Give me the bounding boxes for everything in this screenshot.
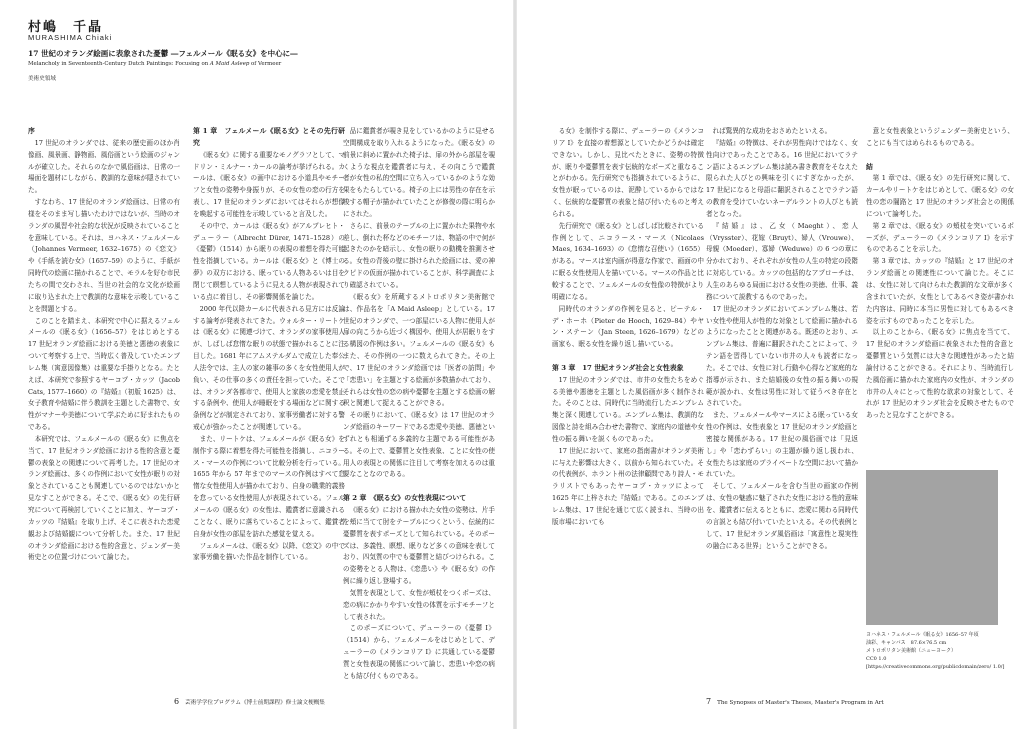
body-paragraph: また、フェルメールやマースによる眠っている女性の作例は、女性表象と 17 世紀のオランダ絵画と密接な関係がある。17 世紀の風俗画では「見返し」や「恋わずらい」の主題が繰り返し扱われ、女性たちは家庭のプライベートな空間において描かれていた。	[706, 411, 858, 479]
body-paragraph: その中で、カールは《眠る女》がアルブレヒト・デューラー（Albrecht Dürer, 1471–1528）の《憂鬱》（1514）から眠りの表現の着想を得た可能性を指摘している。カールは《眠る女》と《博士の夢》の双方における、眠っている人物あるいは目を閉じて瞑想しているように見える人物が表現されている点に着目し、その影響関係を論じた。	[193, 221, 345, 301]
body-paragraph: 第 3 章では、カッツの『結婚』と 17 世紀のオランダ絵画との関連性について論じた。そこには、女性に対して向けられた教訓的な文章が多く含まれていたが、女性としてあるべき姿が書かれた内容は、同時に本当に男性に対してもあるべき姿を示すものであったことを示した。	[866, 257, 1014, 325]
body-paragraph: 『結婚』の特徴は、それが男性向けではなく、女性向けであったことである。16 世紀においてラテン語によるエンブレム集は読み書き教育をそなえた限られた人びとの興味を引くにすぎなかったが、17 世紀になると母語に翻訳されることでラテン語の教育を受けていないネーデルラントの人びとも読者となった。	[706, 138, 858, 218]
body-paragraph: 品に鑑賞者が覗き見をしているかのように見せる空間構成を取り入れるようになった。《眠る女》の前景に斜めに置かれた椅子は、扉の外から部屋を覗くような視点を鑑賞者に与え、その向こうで鑑賞者が女性の私的空間に立ち入っているかのような効果をもたらしている。椅子の上には男性の存在を示唆する帽子が描かれていたことが修復の際に明らかにされた。	[343, 127, 495, 218]
body-paragraph: 先行研究で《眠る女》としばしば比較されている作例として、ニコラース・マース（Nicolaes Maes, 1634–1693）の《怠惰な召使い》（1655）がある。マースは室内画が得意な作家で、画面の中に眠る女性使用人を描いている。マースの作品と比較することで、フェルメールの女性像の特徴がより明確になる。	[552, 221, 704, 301]
body-paragraph: 同時代のオランダの作例を見ると、ピーテル・デ・ホーホ（Pieter de Hooch, 1629–84）やヤン・ステーン（Jan Steen, 1626–1679）などの画家も、眠る女性を繰り返し描いている。	[552, 304, 704, 349]
text-column-5	[706, 126, 858, 694]
body-paragraph: 本研究では、フェルメールの《眠る女》に焦点を当て、17 世紀オランダ絵画における性的含意と憂鬱の表象との関連について再考した。17 世紀のオランダ絵画は、多くの作例において女性が眠りの対象とされていることも関連しているのではないかと見なすことができる。そこで、《眠る女》の先行研究について再検討していくことに加え、ヤーコプ・カッツの『結婚』を取り上げ、そこに表された恋愛観および結婚観について分析した。また、17 世紀のオランダ絵画における性的含意と、ジェンダー美術史との位置づけについて論じた。	[28, 434, 180, 562]
artwork-image-placeholder	[866, 470, 998, 625]
figure-caption: ヨハネス・フェルメール《眠る女》1656–57 年頃 油彩、キャンバス 87.6×76.5 cm メトロポリタン美術館（ニューヨーク） CC0 1.0 [https://creativecommons.org/publicdomain/zero/ 1.0/]	[866, 632, 1005, 670]
body-paragraph: 『結婚』は、乙女（Maeght）、恋人（Vrysster）、花嫁（Bruyt）、婦人（Vrouwe）、母親（Moeder）、寡婦（Weduwe）の 6 つの章に分かれており、それぞれが女性の人生の特定の段階に対応している。カッツの包括的なアプローチは、人生のあらゆる局面における女性の美徳、仕事、義務について説教するものであった。	[706, 221, 858, 301]
body-paragraph: る女》を制作する際に、デューラーの《メランコリア I》を直接の着想源としていたかどうかは確定できない。しかし、見比べたときに、姿勢の特徴が、眠りや憂鬱質を表す伝統的なポーズと重なることがわかる。先行研究でも指摘されているように、女性が眠っているのは、泥酔しているからではなく、伝統的な憂鬱質の表象と結び付いたものと考えられる。	[552, 127, 704, 218]
text-column-2	[193, 126, 345, 694]
text-column-1	[28, 126, 180, 694]
thesis-title-jp: 17 世紀のオランダ絵画に表象された憂鬱 ―フェルメール《眠る女》を中心に―	[28, 49, 298, 58]
body-paragraph: このポーズについて、デューラーの《憂鬱 I》（1514）から、フェルメールをはじめとして、デューラーの《メランコリア I》に共通している憂鬱質と女性表現の関係について論じ、恋患いや恋の病とも結び付くものである。	[343, 624, 495, 680]
body-paragraph: 17 世紀のオランダでは、市井の女性たちをめぐる美徳や悪徳を主題とした風俗画が多く制作された。そのことは、同時代に当時流行したエンブレム集と深く関連している。エンブレム集は、教訓的な図像と詩を組み合わせた書物で、家庭内の道徳や女性の振る舞いを説くものであった。	[552, 375, 704, 443]
body-paragraph: 第 1 章では、《眠る女》の先行研究に関して、カールやリートケをはじめとして、《眠る女》の女性の恋の闇路と 17 世紀のオランダ社会との関係について論考した。	[866, 174, 1014, 218]
title-en-artwork: A Maid Asleep	[209, 61, 250, 67]
page-number-right: 7	[706, 697, 712, 706]
author-name-jp: 村嶋 千晶	[28, 20, 104, 35]
footer-left	[174, 697, 325, 706]
body-paragraph: 意と女性表象というジェンダー美術史という、ことにも当てはめられるものである。	[866, 127, 1014, 147]
body-paragraph: フェルメールは、《眠る女》以降、《恋文》の中で家事労働を描いた作品を制作している。	[193, 541, 345, 562]
body-paragraph: 17 世紀において、家庭の指南書がオランダ美術に与えた影響は大きく、以前から知られていた。その代表例が、ホラント州の法律顧問であり詩人・モラリストでもあったヤーコプ・カッツによって 1625 年に上梓された『結婚』である。このエンブレム集は、17 世紀を通じて広く読まれ、当時の出版市場においても	[552, 446, 704, 526]
section-heading: 第 2 章 《眠る女》の女性表現について	[343, 494, 467, 503]
body-paragraph: 2000 年代以降カールに代表される見方には反論する論考が発表されてきた。ウォルター・リートケは《眠る女》に関連づけて、オランダの家事使用人が、しばしば怠惰な眠りの状態で描かれることに注目した。1681 年にアムステルダムで成立した奉公人法令では、主人の家の雑事の多くを女性使用人が負い、その仕事の多くの責任を担っていた。そこでは、オランダ各都市で、使用人と家族の恋愛を禁止する条例や、使用人が睡眠をする場面などに関する条例などが制定されており、家事労働者に対する警戒心が強かったことが関連している。	[193, 304, 345, 432]
section-heading: 第 3 章 17 世紀オランダ社会と女性表象	[552, 363, 684, 372]
section-heading: 序	[28, 127, 35, 135]
body-paragraph: 第 2 章では、《眠る女》の頬杖を突いているポーズが、デューラーの《メランコリア I》を示すものであることを示した。	[866, 221, 1014, 254]
title-en-suffix: of Vermeer	[249, 61, 282, 67]
body-paragraph: また、リートケは、フェルメールが《眠る女》を制作する際に着想を得た可能性を指摘し、ニコラース・マースの作例について比較分析を行っている。1655 年から 57 年までのマースの作例はすべて怠惰な女性使用人が描かれており、自身の職業的義務を怠っている女性使用人が表現されている。フェルメールの《眠る女》の女性は、鑑賞者に意識されることなく、眠りに落ちていることによって、鑑賞者自身が女性の部屋を訪れた感覚を覚える。	[193, 434, 345, 538]
footer-right-text: The Synopses of Master's Theses, Master's Program in Art	[717, 700, 884, 706]
body-paragraph: 《眠る女》における描かれた女性の姿勢は、片手を頬に当てて肘をテーブルにつくという、伝統的に憂鬱質を表すポーズとして知られている。そのポーズは、多義性、瞑想、眠りなど多くの意味を表しており、四気質の中でも憂鬱質と結びつけられる。この姿勢をとる人物は、《恋患い》や《眠る女》の作例に繰り返し登場する。	[343, 506, 495, 586]
title-en-prefix: Melancholy in Seventeenth-Century Dutch Paintings: Focusing on	[28, 61, 210, 67]
body-paragraph: 17 世紀のオランダでは、従来の歴史画のほか肖像画、風景画、静物画、風俗画という絵画のジャンルが確立した。それらのなかで風俗画は、日常の一場面を題材にしながら、教訓的な意味が隠されていた。	[28, 138, 180, 195]
body-paragraph: 17 世紀のオランダにおいてエンブレム集は、若い女性や使用人が性的な対象として絵画に描かれるようになったことと関連がある。既述のとおり、エンブレム集は、普遍に翻訳されたことによって、ラテン語を習得していない市井の人々も読者になった。そこでは、女性に対し行動や心得など家庭的な指導が示され、また結婚後の女性の振る舞いの規範が説かれ、女性は男性に対して従うべき存在とされていた。	[706, 304, 858, 408]
body-paragraph: れば驚異的な成功をおさめたといえる。	[712, 127, 832, 135]
text-column-4	[552, 126, 704, 694]
section-heading: 第 1 章 フェルメール《眠る女》とその先行研究	[193, 127, 345, 147]
body-paragraph: さらに、前景のテーブルの上に置かれた果物や水差し、倒れた杯などのモチーフは、物語の中で何が起きたのかを暗示し、女性の眠りの動機を推測させる。女性の背後の壁に掛けられた絵画には、愛の神クピドの仮面が描かれていることが、科学調査により確認されている。	[343, 221, 495, 289]
page-number-left: 6	[174, 697, 180, 706]
section-heading: 結	[866, 162, 873, 171]
body-paragraph: 《眠る女》を所蔵するメトロポリタン美術館では、作品名を「A Maid Asleep」としている。17 世紀のオランダで、一つ部屋にいる人物に使用人が扉の向こうから近づく構図や、使用人が居眠りをする構図の作例は多い。フェルメールの《眠る女》もまた、その作例の一つに数えられてきた。その上で、17 世紀のオランダ絵画では「医者の訪問」や「恋患い」を主題とする絵画が多数描かれており、それらは女性の恋の病や憂鬱を主題とする絵画の解釈と関連して捉えることができる。	[343, 292, 495, 408]
text-column-3	[343, 126, 495, 694]
body-paragraph: そして、フェルメールを含む当世の画家の作例は、女性の魅惑に魅了された女性における性的意味を、鑑賞者に伝えるとともに、恋愛に関わる同時代の言説とも結び付いていたといえる。その代表例として、17 世紀オランダ風俗画は「寓意性と現実性の融合にある世界」ということができる。	[706, 482, 858, 550]
body-paragraph: その眠りにおいて、《眠る女》は 17 世紀のオランダ絵画のキーワードである恋愛や美徳、悪徳といずれとも相通ずる多義的な主題である可能性がある。その上で、憂鬱質と女性表象、ことに女性の使用人の表現との関係に注目して考察を加えるのは重要なことなのである。	[343, 411, 495, 479]
page-gutter	[513, 0, 517, 729]
body-paragraph: このことを踏まえ、本研究で中心に据えるフェルメールの《眠る女》（1656–57）をはじめとする 17 世紀オランダ絵画における美徳と悪徳の表象について考察する上で、当時広く普及していたエンブレム集（寓意図像集）は重要な手掛りとなる。たとえば、本研究で参照するヤーコプ・カッツ（Jacob Cats, 1577–1660）の『結婚』（初版 1625）は、女子教育や結婚に伴う教訓を主題とした書物で、女性がマナーや美徳について学ぶために好まれたものである。	[28, 316, 180, 432]
body-paragraph: 《眠る女》に関する重要なモノグラフとして、マドリン・ミルナー・カールの論考が挙げられる。カールは、《眠る女》の画中における小道具やモチーフと女性の姿勢や身振りが、その女性の恋の行方を表し、17 世紀のオランダにおいてはそれらが想像を喚起する可能性を示唆していると言及した。	[193, 150, 345, 218]
body-paragraph: すなわち、17 世紀のオランダ絵画は、日常の有様をそのまま写し描いたわけではないが、当時のオランダの風習や社会的な状況が反映されていることを意味している。それは、ヨハネス・フェルメール（Johannes Vermeer, 1632–1675）の《恋文》や《手紙を読む女》（1657–59）のように、手紙が同時代の絵画に描かれることで、モラルを好む市民たちの間で交わされ、当世の社会的な文化が絵画に取り込まれた上で教訓的な意味を示唆していることを問題とする。	[28, 198, 180, 313]
department-label: 美術史領域	[28, 76, 56, 82]
body-paragraph: 以上のことから、《眠る女》に焦点を当てて、17 世紀のオランダ絵画に表象された性的含意と憂鬱質という気質には大きな関連性があったと結論付けることができる。それにより、当時流行した風俗画に描かれた家庭内の女性が、オランダの市井の人々にとって性的な欲求の対象として、それが 17 世紀のオランダ社会を反映させたものであったと見なすことができる。	[866, 328, 1014, 420]
author-name-en: MURASHIMA Chiaki	[28, 33, 113, 42]
footer-left-text: 芸術学学位プログラム《博士前期課程》修士論文梗概集	[185, 700, 325, 706]
thesis-title-en	[28, 61, 281, 67]
body-paragraph: 気質を表現として、女性が頬杖をつくポーズは、恋の病にかかりやすい女性の体質を示すモチーフとして表された。	[343, 588, 495, 621]
footer-right	[706, 697, 884, 706]
